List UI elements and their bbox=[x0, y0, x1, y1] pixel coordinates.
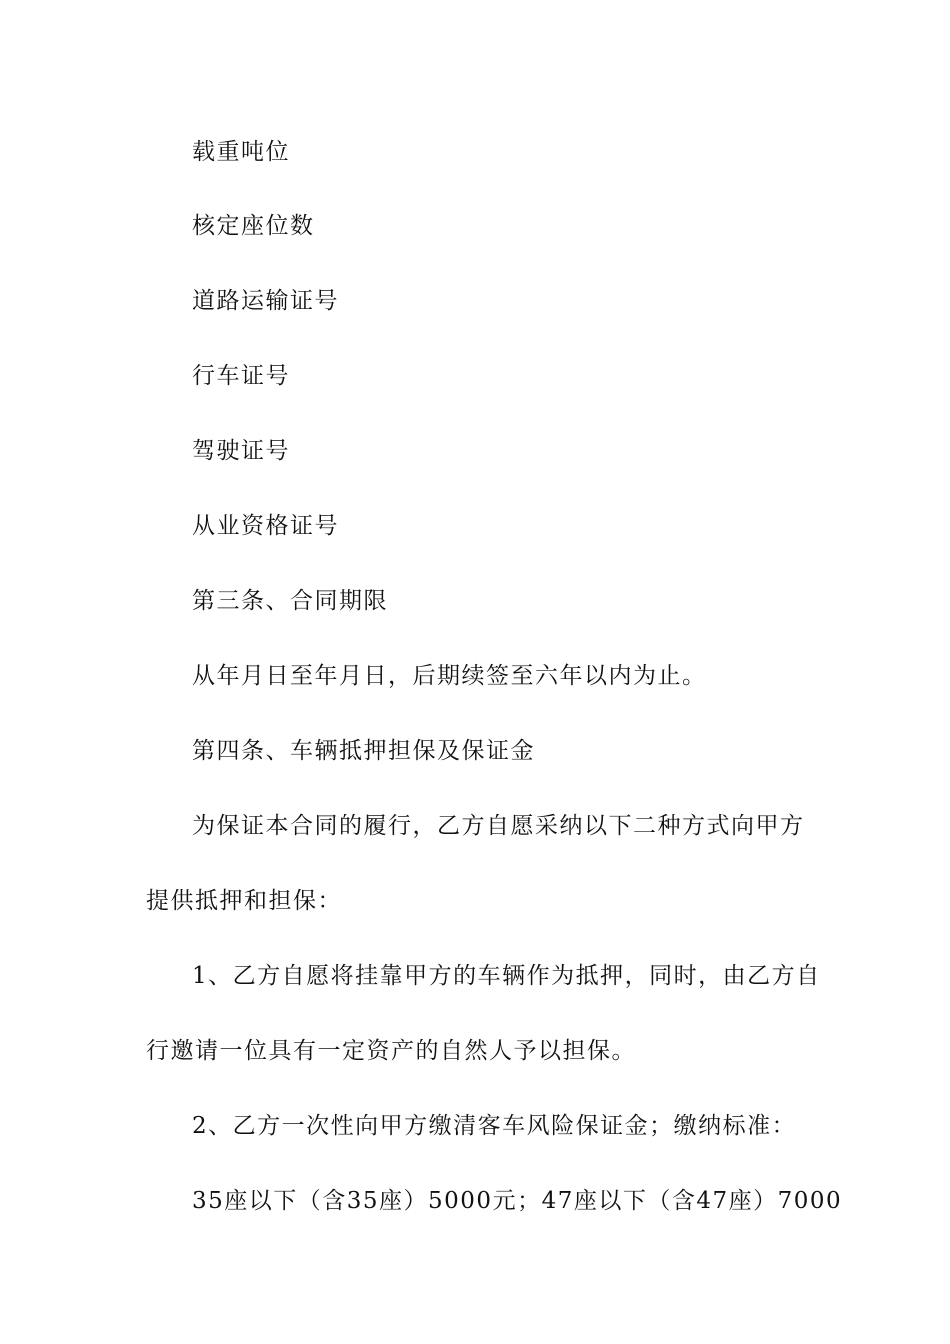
item-1-line-1: 1、乙方自愿将挂靠甲方的车辆作为抵押，同时，由乙方自 bbox=[192, 963, 821, 989]
field-road-transport-permit: 道路运输证号 bbox=[192, 288, 339, 314]
item-1-line-2: 行邀请一位具有一定资产的自然人予以担保。 bbox=[146, 1038, 636, 1064]
paragraph-guarantee-line-1: 为保证本合同的履行，乙方自愿采纳以下二种方式向甲方 bbox=[192, 813, 805, 839]
article-four-heading: 第四条、车辆抵押担保及保证金 bbox=[192, 738, 535, 764]
article-three-body: 从年月日至年月日，后期续签至六年以内为止。 bbox=[192, 663, 707, 689]
paragraph-guarantee-line-2: 提供抵押和担保： bbox=[146, 888, 342, 914]
field-vehicle-license: 行车证号 bbox=[192, 363, 290, 389]
article-three-heading: 第三条、合同期限 bbox=[192, 588, 388, 614]
item-2-line-1: 2、乙方一次性向甲方缴清客车风险保证金；缴纳标准： bbox=[192, 1113, 797, 1139]
field-qualification-certificate: 从业资格证号 bbox=[192, 513, 339, 539]
field-seat-count: 核定座位数 bbox=[192, 213, 315, 239]
field-load-tonnage: 载重吨位 bbox=[192, 139, 290, 165]
field-driver-license: 驾驶证号 bbox=[192, 438, 290, 464]
item-2-line-2: 35座以下（含35座）5000元；47座以下（含47座）7000 bbox=[192, 1188, 843, 1214]
